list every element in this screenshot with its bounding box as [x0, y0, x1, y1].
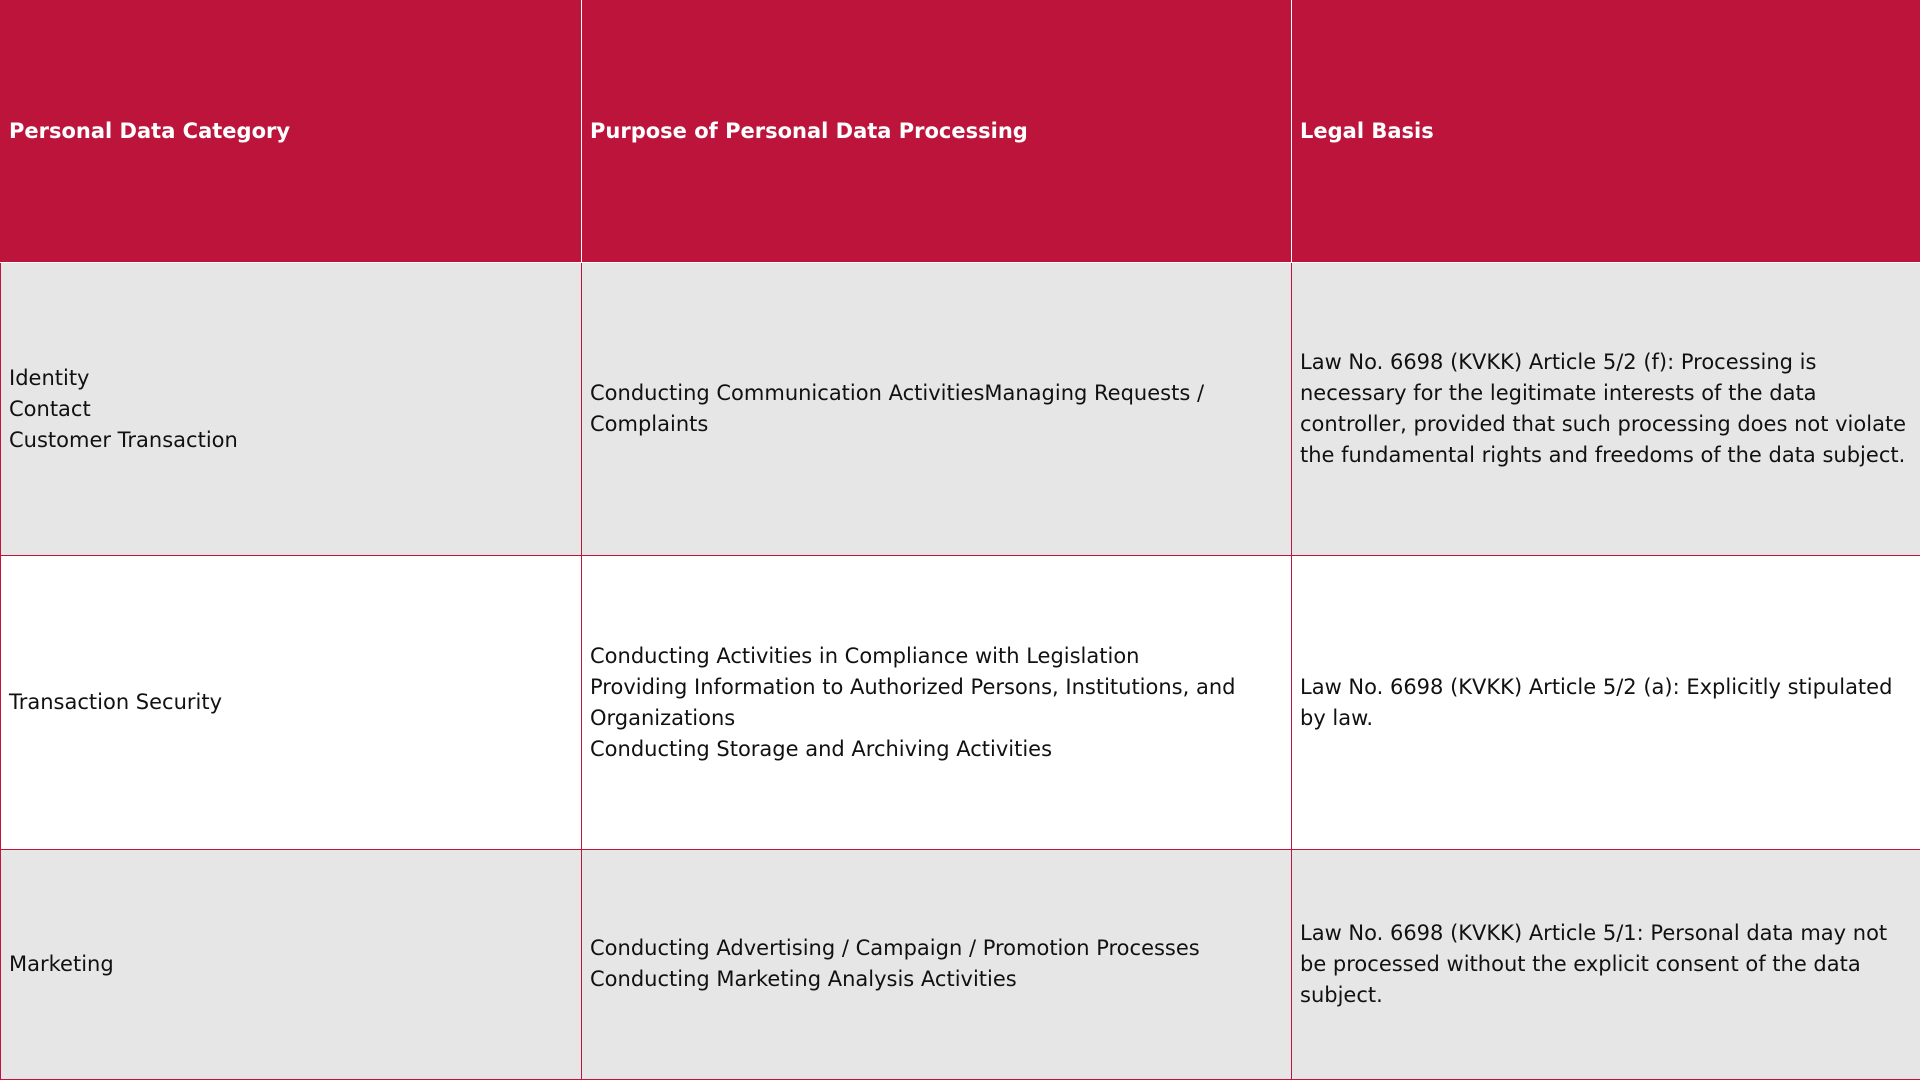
- legal-basis-cell: Law No. 6698 (KVKK) Article 5/2 (f): Processing is necessary for the legitimate interests of the data controller, provided that such processing does not violate the fundamental rights and freedoms of the data subject.: [1292, 263, 1920, 556]
- table-row: [1, 263, 1920, 556]
- purpose-item: Conducting Activities in Compliance with Legislation: [590, 643, 1140, 668]
- purpose-cell: [582, 849, 1292, 1079]
- table-row: [1, 556, 1920, 849]
- header-legal-basis: Legal Basis: [1292, 1, 1920, 263]
- purpose-cell: [582, 556, 1292, 849]
- category-cell: [1, 556, 582, 849]
- table-header-row: [1, 1, 1920, 263]
- table-row: [1, 849, 1920, 1079]
- purpose-item: Conducting Marketing Analysis Activities: [590, 967, 1017, 992]
- category-item: Identity: [9, 365, 90, 390]
- category-item: Contact: [9, 396, 91, 421]
- purpose-item: Conducting Storage and Archiving Activities: [590, 736, 1053, 761]
- legal-basis-cell: Law No. 6698 (KVKK) Article 5/1: Personal data may not be processed without the explicit consent of the data subject.: [1292, 849, 1920, 1079]
- legal-basis-cell: Law No. 6698 (KVKK) Article 5/2 (a): Explicitly stipulated by law.: [1292, 556, 1920, 849]
- header-personal-data-category: Personal Data Category: [1, 1, 582, 263]
- purpose-item: Conducting Communication ActivitiesManaging Requests / Complaints: [590, 381, 1205, 437]
- category-cell: [1, 263, 582, 556]
- category-item: Transaction Security: [9, 690, 223, 715]
- purpose-cell: [582, 263, 1292, 556]
- category-cell: [1, 849, 582, 1079]
- category-item: Customer Transaction: [9, 427, 238, 452]
- category-item: Marketing: [9, 951, 114, 976]
- purpose-item: Conducting Advertising / Campaign / Promotion Processes: [590, 936, 1200, 961]
- purpose-item: Providing Information to Authorized Persons, Institutions, and Organizations: [590, 674, 1236, 730]
- header-purpose-of-processing: Purpose of Personal Data Processing: [582, 1, 1292, 263]
